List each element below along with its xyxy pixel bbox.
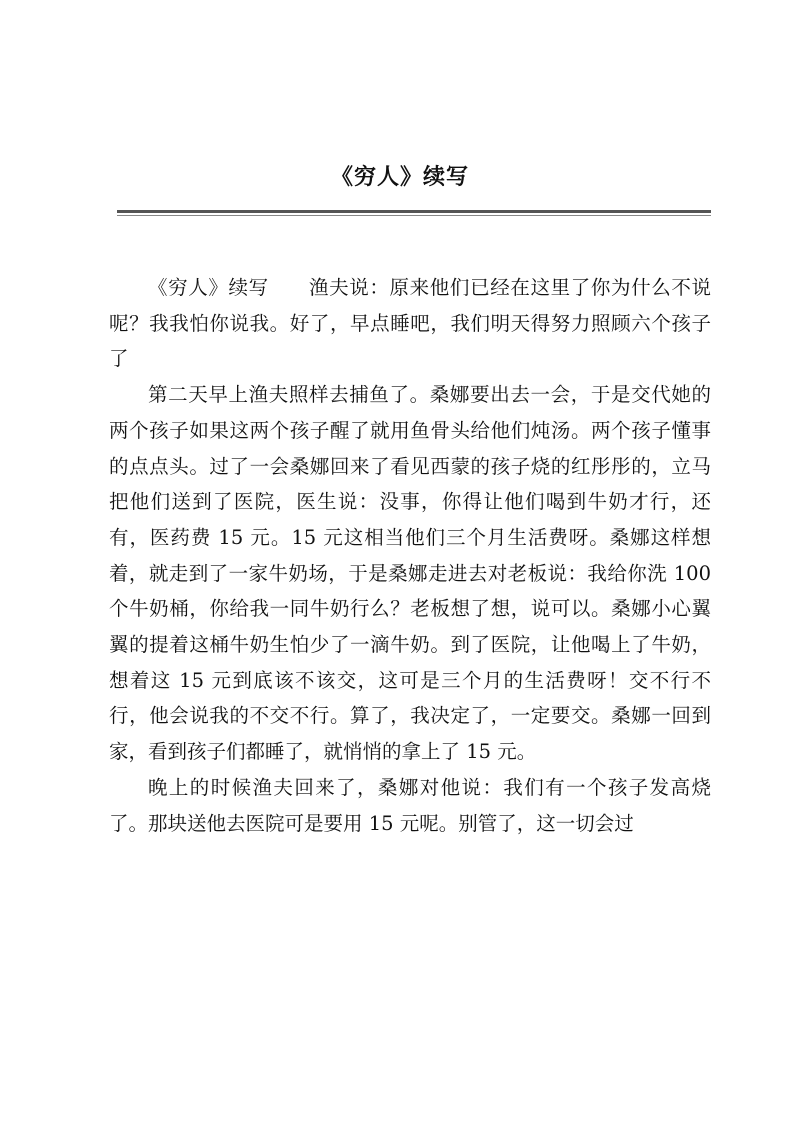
- paragraph-2: 第二天早上渔夫照样去捕鱼了。桑娜要出去一会，于是交代她的两个孩子如果这两个孩子醒了就用鱼骨头给他们炖汤。两个孩子懂事的点点头。过了一会桑娜回来了看见西蒙的孩子烧的红彤彤的，立马把他们送到了医院，医生说：没事，你得让他们喝到牛奶才行，还有，医药费 15 元。15 元这相当他们三个月生活费呀。桑娜这样想着，就走到了一家牛奶场，于是桑娜走进去对老板说：我给你洗 100 个牛奶桶，你给我一同牛奶行么？老板想了想，说可以。桑娜小心翼翼的提着这桶牛奶生怕少了一滴牛奶。到了医院，让他喝上了牛奶，想着这 15 元到底该不该交，这可是三个月的生活费呀！交不行不行，他会说我的不交不行。算了，我决定了，一定要交。桑娜一回到家，看到孩子们都睡了，就悄悄的拿上了 15 元。: [109, 383, 711, 764]
- paragraph-3: 晚上的时候渔夫回来了，桑娜对他说：我们有一个孩子发高烧了。那块送他去医院可是要用 15 元呢。别管了，这一切会过: [109, 775, 711, 835]
- document-body: [109, 270, 711, 841]
- title-divider-thin: [117, 215, 711, 216]
- document-title: 《穷人》续写: [330, 164, 469, 190]
- title-divider-thick: [117, 210, 711, 213]
- paragraph-1: 《穷人》续写 渔夫说：原来他们已经在这里了你为什么不说呢？我我怕你说我。好了，早点睡吧，我们明天得努力照顾六个孩子了: [109, 276, 711, 371]
